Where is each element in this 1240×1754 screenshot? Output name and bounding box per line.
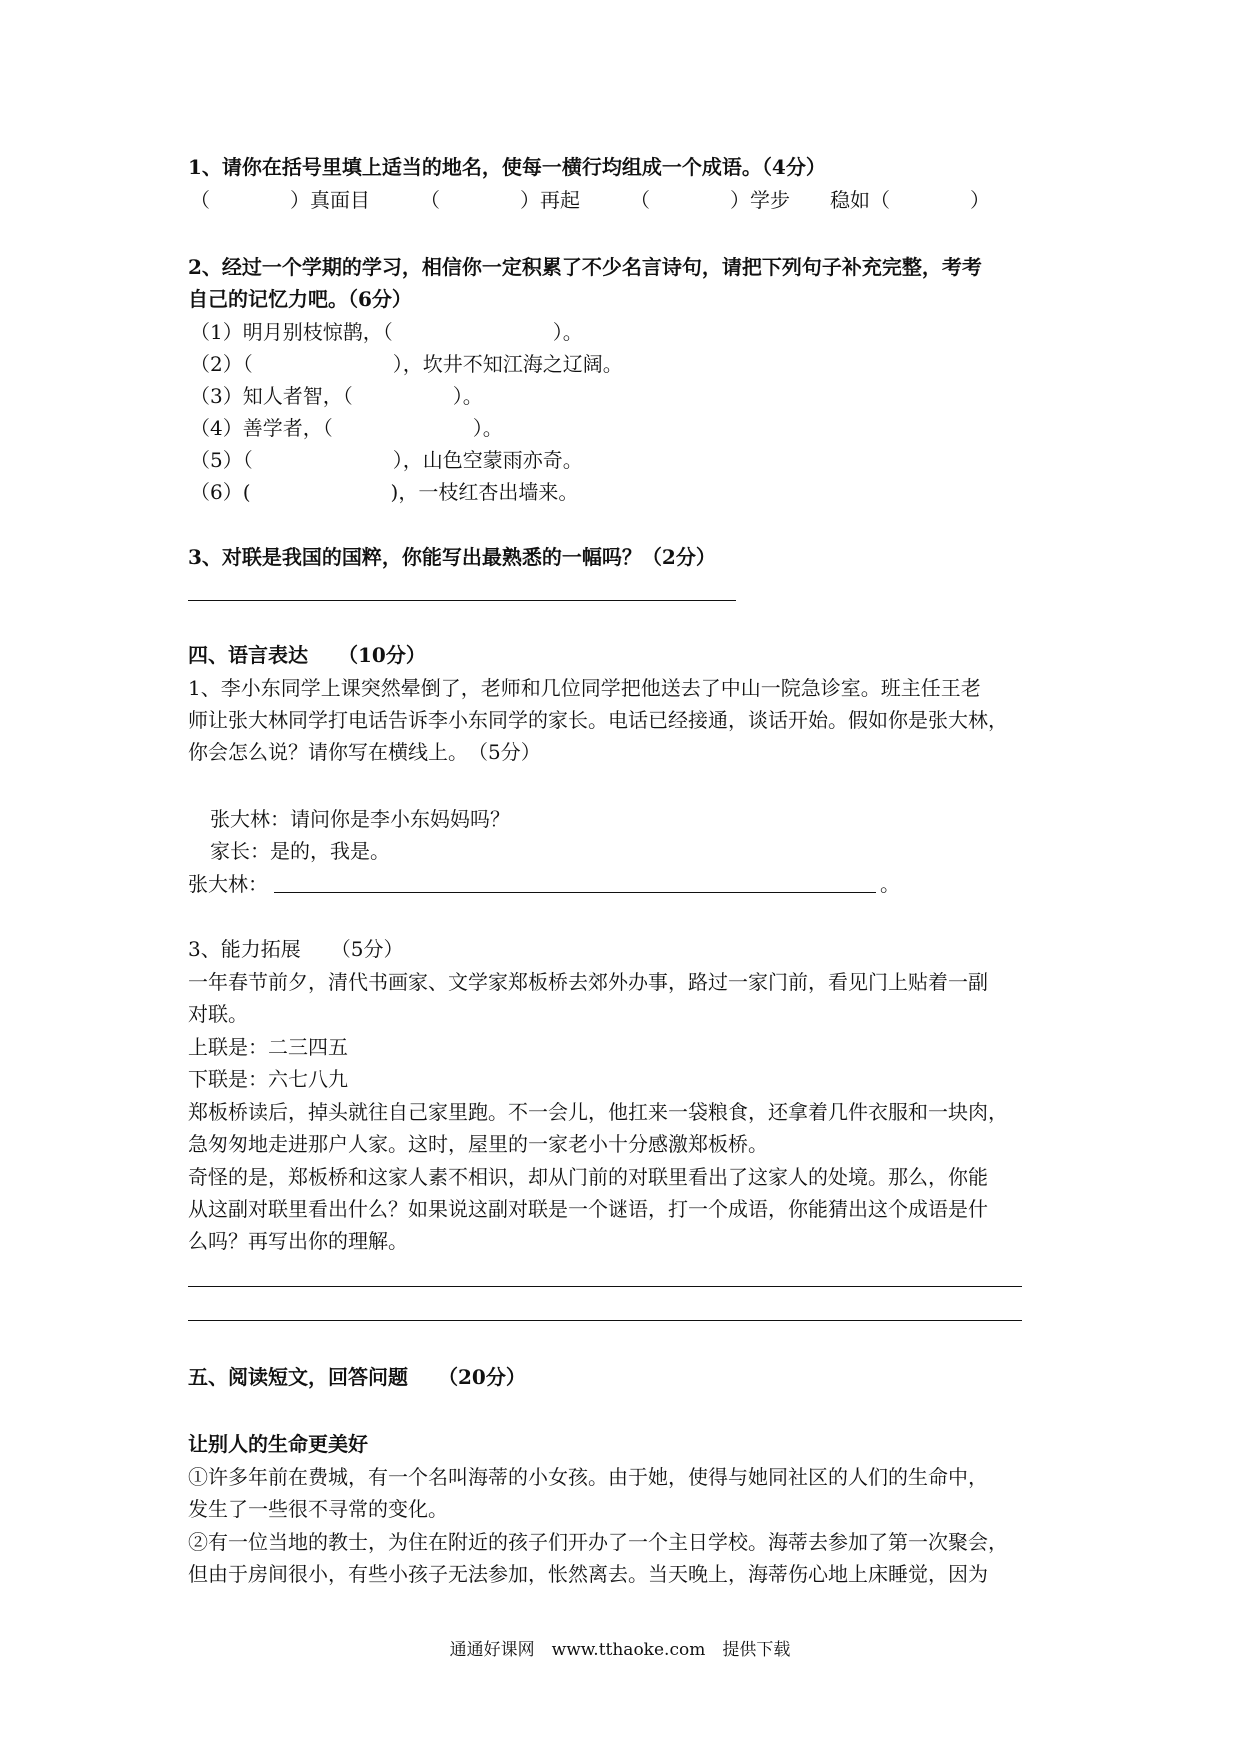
page-footer: 通通好课网 www.tthaoke.com 提供下载 bbox=[449, 1640, 791, 1660]
article-p1-line1: ①许多年前在费城，有一个名叫海蒂的小女孩。由于她，使得与她同社区的人们的生命中， bbox=[188, 1465, 988, 1489]
q3-answer-line-2 bbox=[188, 1320, 1022, 1321]
q3-paragraph1-line2: 对联。 bbox=[188, 1002, 248, 1026]
q3-paragraph3-line3: 么吗？再写出你的理解。 bbox=[188, 1229, 408, 1253]
q1-title: 1、请你在括号里填上适当的地名，使每一横行均组成一个成语。（4分） bbox=[188, 155, 826, 179]
q3-paragraph2-line2: 急匆匆地走进那户人家。这时，屋里的一家老小十分感激郑板桥。 bbox=[188, 1132, 768, 1156]
dialog-line-1: 张大林：请问你是李小东妈妈吗？ bbox=[210, 807, 510, 831]
q1-idiom-line: （ ）真面目 （ ）再起 （ ）学步 稳如（ ） bbox=[190, 188, 990, 212]
q2-item-6: （6）( )，一枝红杏出墙来。 bbox=[190, 480, 579, 504]
q2-item-2: （2）（ ），坎井不知江海之辽阔。 bbox=[190, 352, 623, 376]
dialog-line-3-label: 张大林： bbox=[188, 872, 268, 896]
q3-answer-line bbox=[188, 600, 736, 601]
article-p1-line2: 发生了一些很不寻常的变化。 bbox=[188, 1497, 448, 1521]
article-p2-line2: 但由于房间很小，有些小孩子无法参加，怅然离去。当天晚上，海蒂伤心地上床睡觉，因为 bbox=[188, 1562, 988, 1586]
article-title: 让别人的生命更美好 bbox=[188, 1432, 368, 1456]
couplet-lower: 下联是：六七八九 bbox=[188, 1067, 348, 1091]
q3-paragraph3-line1: 奇怪的是，郑板桥和这家人素不相识，却从门前的对联里看出了这家人的处境。那么，你能 bbox=[188, 1165, 988, 1189]
dialog-answer-line bbox=[274, 892, 876, 893]
q2-item-1: （1）明月别枝惊鹊，（ ）。 bbox=[190, 320, 583, 344]
q3-title: 3、对联是我国的国粹，你能写出最熟悉的一幅吗？（2分） bbox=[188, 545, 716, 569]
couplet-upper: 上联是：二三四五 bbox=[188, 1035, 348, 1059]
dialog-line-3-end: 。 bbox=[880, 872, 900, 896]
section4-q1-line1: 1、李小东同学上课突然晕倒了，老师和几位同学把他送去了中山一院急诊室。班主任王老 bbox=[188, 676, 981, 700]
section4-heading: 四、语言表达 （10分） bbox=[188, 643, 426, 667]
article-p2-line1: ②有一位当地的教士，为住在附近的孩子们开办了一个主日学校。海蒂去参加了第一次聚会， bbox=[188, 1530, 1008, 1554]
section5-heading: 五、阅读短文，回答问题 （20分） bbox=[188, 1365, 526, 1389]
dialog-line-2: 家长：是的，我是。 bbox=[210, 839, 390, 863]
q2-item-4: （4）善学者，（ ）。 bbox=[190, 416, 503, 440]
section4-q3-title: 3、能力拓展 （5分） bbox=[188, 937, 404, 961]
q2-title-line2: 自己的记忆力吧。（6分） bbox=[188, 287, 412, 311]
q3-paragraph2-line1: 郑板桥读后，掉头就往自己家里跑。不一会儿，他扛来一袋粮食，还拿着几件衣服和一块肉， bbox=[188, 1100, 1008, 1124]
q2-title-line1: 2、经过一个学期的学习，相信你一定积累了不少名言诗句，请把下列句子补充完整，考考 bbox=[188, 255, 982, 279]
q2-item-5: （5）（ ），山色空蒙雨亦奇。 bbox=[190, 448, 583, 472]
q3-paragraph3-line2: 从这副对联里看出什么？如果说这副对联是一个谜语，打一个成语，你能猜出这个成语是什 bbox=[188, 1197, 988, 1221]
section4-q1-line2: 师让张大林同学打电话告诉李小东同学的家长。电话已经接通，谈话开始。假如你是张大林， bbox=[188, 708, 1008, 732]
q3-paragraph1-line1: 一年春节前夕，清代书画家、文学家郑板桥去郊外办事，路过一家门前，看见门上贴着一副 bbox=[188, 970, 988, 994]
q2-item-3: （3）知人者智，（ ）。 bbox=[190, 384, 483, 408]
section4-q1-line3: 你会怎么说？请你写在横线上。 （5分） bbox=[188, 740, 541, 764]
q3-answer-line-1 bbox=[188, 1286, 1022, 1287]
